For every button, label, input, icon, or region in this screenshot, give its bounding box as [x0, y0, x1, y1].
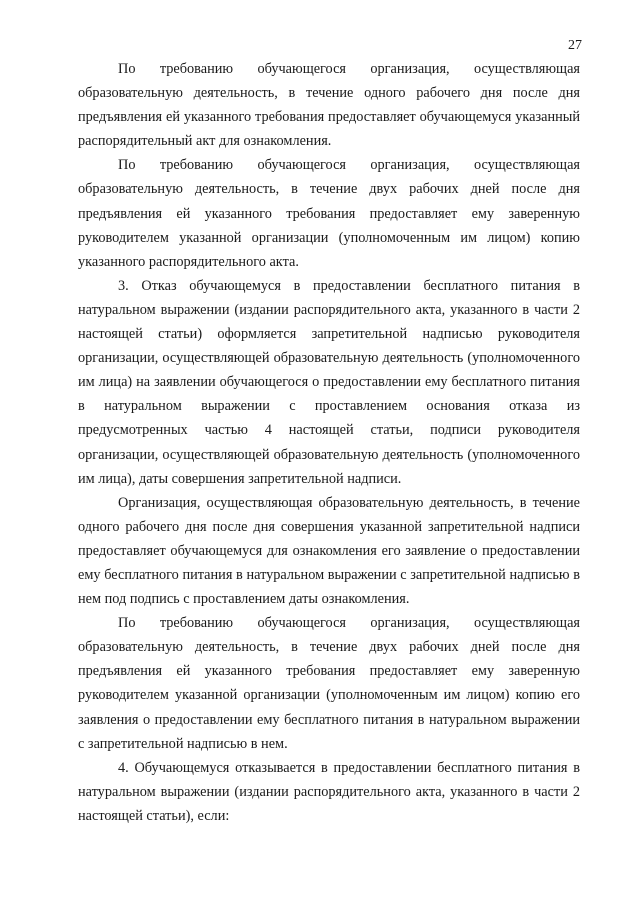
paragraph: Организация, осуществляющая образовательную деятельность, в течение одного рабочего дня после дня совершения указанной запретительной надписи предоставляет обучающемуся для ознакомления его заявление о предоставлении ему бесплатного питания в натуральном выражении с запретительной надписью в нем под подпись с проставлением даты ознакомления.: [78, 494, 580, 608]
paragraph: 4. Обучающемуся отказывается в предоставлении бесплатного питания в натуральном выражении (издании распорядительного акта, указанного в части 2 настоящей статьи), если:: [78, 759, 580, 824]
document-body: [78, 57, 580, 828]
paragraph: По требованию обучающегося организация, осуществляющая образовательную деятельность, в течение двух рабочих дней после дня предъявления ей указанного требования предоставляет ему заверенную руководителем указанной организации (уполномоченным им лицом) копию его заявления о предоставлении ему бесплатного питания в натуральном выражении с запретительной надписью в нем.: [78, 615, 580, 752]
paragraph: По требованию обучающегося организация, осуществляющая образовательную деятельность, в течение одного рабочего дня после дня предъявления ей указанного требования предоставляет обучающемуся указанный распорядительный акт для ознакомления.: [78, 61, 580, 150]
paragraph: 3. Отказ обучающемуся в предоставлении бесплатного питания в натуральном выражении (издании распорядительного акта, указанного в части 2 настоящей статьи) оформляется запретительной надписью руководителя организации, осуществляющей образовательную деятельность (уполномоченного им лица) на заявлении обучающегося о предоставлении ему бесплатного питания в натуральном выражении с проставлением основания отказа из предусмотренных частью 4 настоящей статьи, подписи руководителя организации, осуществляющей образовательную деятельность (уполномоченного им лица), даты совершения запретительной надписи.: [78, 277, 580, 487]
page-number: 27: [568, 38, 582, 53]
paragraph: По требованию обучающегося организация, осуществляющая образовательную деятельность, в течение двух рабочих дней после дня предъявления ей указанного требования предоставляет ему заверенную руководителем указанной организации (уполномоченным им лицом) копию указанного распорядительного акта.: [78, 157, 580, 270]
